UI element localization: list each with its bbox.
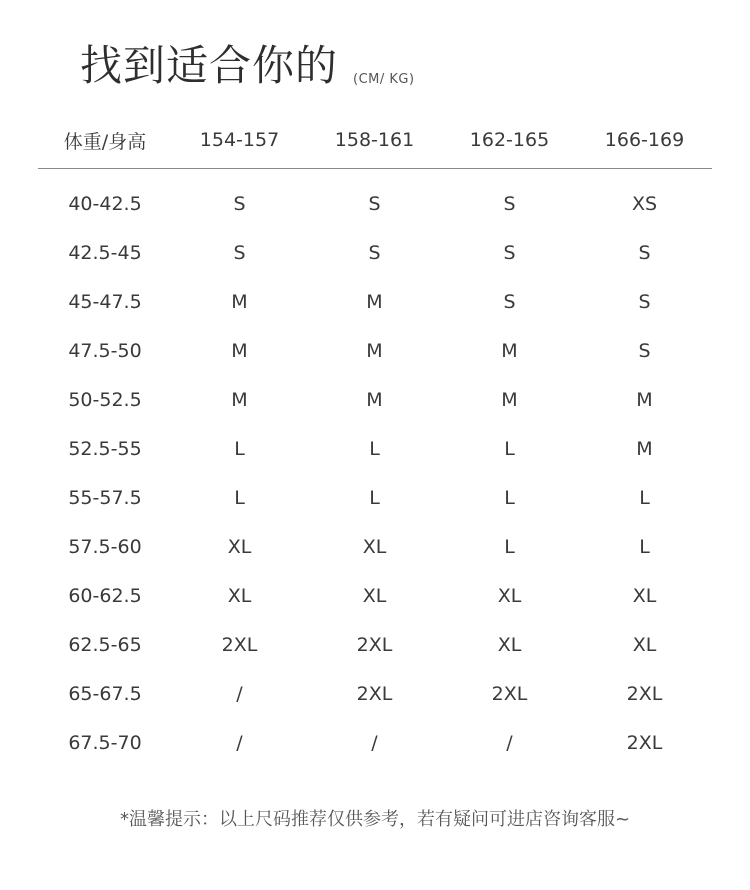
size-cell: M [366,290,383,313]
size-cell: 2XL [626,682,663,705]
size-cell: S [503,290,516,313]
header-cell-height-range: 154-157 [199,129,280,151]
size-table [38,112,712,767]
size-cell: S [368,192,381,215]
size-cell: L [234,486,245,509]
size-cell: XL [227,584,252,607]
size-cell: S [233,241,246,264]
page-title: 找到适合你的 [80,41,339,90]
size-cell: S [503,241,516,264]
title-block [80,38,415,94]
header-cell-height-range: 162-165 [469,129,550,151]
size-cell: M [501,339,518,362]
size-cell: XL [497,633,522,656]
size-cell: 2XL [356,682,393,705]
size-cell: 2XL [221,633,258,656]
size-cell: / [236,682,243,705]
header-cell-weight-height: 体重/身高 [63,130,147,153]
size-cell: L [234,437,245,460]
size-cell: M [366,339,383,362]
table-row [38,718,712,767]
table-body [38,179,712,767]
weight-range-cell: 57.5-60 [68,535,142,558]
weight-range-cell: 65-67.5 [68,682,142,705]
table-row [38,424,712,473]
size-cell: S [638,339,651,362]
size-cell: 2XL [356,633,393,656]
size-cell: S [368,241,381,264]
size-cell: L [369,486,380,509]
weight-range-cell: 45-47.5 [68,290,142,313]
table-row [38,620,712,669]
size-cell: S [638,290,651,313]
weight-range-cell: 40-42.5 [68,192,142,215]
table-header-row [38,112,712,169]
size-cell: L [639,535,650,558]
size-cell: L [504,486,515,509]
size-cell: M [231,290,248,313]
size-cell: M [231,339,248,362]
size-cell: M [636,437,653,460]
weight-range-cell: 67.5-70 [68,731,142,754]
size-cell: L [504,535,515,558]
size-cell: 2XL [626,731,663,754]
size-cell: M [231,388,248,411]
table-row [38,277,712,326]
weight-range-cell: 62.5-65 [68,633,142,656]
weight-range-cell: 60-62.5 [68,584,142,607]
size-cell: L [639,486,650,509]
size-cell: XL [227,535,252,558]
weight-range-cell: 47.5-50 [68,339,142,362]
table-row [38,326,712,375]
size-cell: 2XL [491,682,528,705]
unit-label: (CM/ KG) [353,72,415,87]
weight-range-cell: 42.5-45 [68,241,142,264]
table-row [38,228,712,277]
table-row [38,375,712,424]
table-row [38,522,712,571]
size-cell: XL [362,535,387,558]
size-cell: M [636,388,653,411]
weight-range-cell: 52.5-55 [68,437,142,460]
weight-range-cell: 50-52.5 [68,388,142,411]
size-cell: / [506,731,513,754]
size-cell: XL [497,584,522,607]
table-row [38,571,712,620]
size-cell: XL [632,584,657,607]
size-cell: L [369,437,380,460]
header-cell-height-range: 158-161 [334,129,415,151]
header-cell-height-range: 166-169 [604,129,685,151]
size-cell: XL [362,584,387,607]
tip-note: *温馨提示：以上尺码推荐仅供参考，若有疑问可进店咨询客服~ [119,809,631,830]
size-cell: M [366,388,383,411]
size-cell: S [233,192,246,215]
size-cell: / [371,731,378,754]
size-cell: M [501,388,518,411]
size-cell: L [504,437,515,460]
size-cell: S [638,241,651,264]
size-cell: S [503,192,516,215]
size-cell: / [236,731,243,754]
size-cell: XS [631,192,658,215]
weight-range-cell: 55-57.5 [68,486,142,509]
table-row [38,669,712,718]
table-row [38,179,712,228]
table-row [38,473,712,522]
size-cell: XL [632,633,657,656]
